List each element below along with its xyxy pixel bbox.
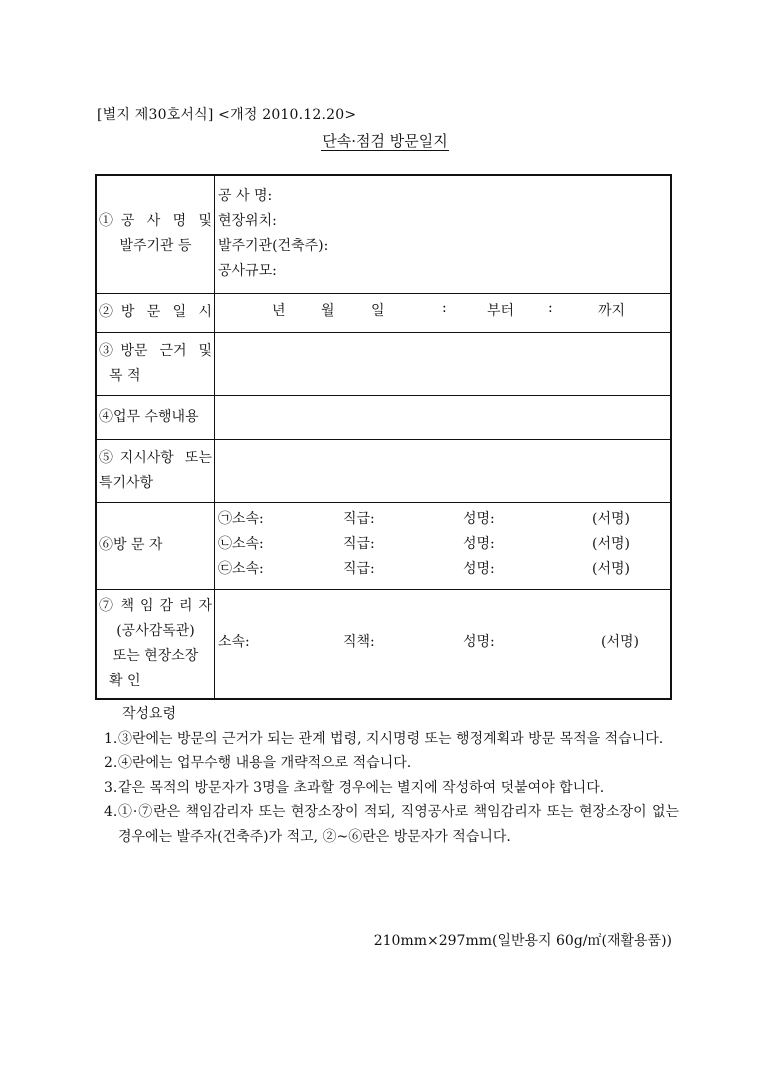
label-visitors — [96, 502, 215, 589]
supervisor-name: 성명: — [463, 634, 495, 651]
year-mark: 년 — [272, 303, 286, 319]
label-visit-datetime — [96, 293, 215, 332]
row-basis — [96, 332, 671, 395]
field-project-scale: 공사규모: — [218, 263, 277, 280]
time-colon-end: : — [548, 300, 553, 316]
form-title — [0, 130, 770, 151]
row-supervisor — [96, 589, 671, 699]
visitor-rank: 직급: — [343, 511, 375, 527]
visitor-affiliation: ㉠소속: — [218, 511, 264, 527]
visitor-signature: (서명) — [592, 536, 630, 552]
from-mark: 부터 — [487, 303, 515, 319]
visit-log-form-table — [95, 174, 672, 700]
time-colon-start: : — [442, 300, 447, 316]
label-instructions-line2: 특기사항 — [99, 474, 154, 491]
guidelines-title: 작성요령 — [122, 706, 177, 722]
day-mark: 일 — [371, 303, 385, 319]
label-visit-datetime-text: ②방 문 일 시 — [99, 304, 212, 320]
paper-spec: 210mm×297mm(일반용지 60g/㎡(재활용품)) — [373, 933, 672, 949]
label-supervisor-line4: 확 인 — [109, 672, 141, 689]
visitor-entry — [218, 508, 670, 533]
supervisor-signature: (서명) — [601, 634, 639, 651]
label-supervisor — [96, 589, 215, 699]
label-instructions — [96, 439, 215, 502]
visitor-rank: 직급: — [343, 561, 375, 577]
label-project-line2: 발주기관 등 — [119, 238, 192, 255]
visitor-affiliation: ㉡소속: — [218, 536, 264, 552]
until-mark: 까지 — [598, 303, 626, 319]
row-visit-datetime — [96, 293, 671, 332]
label-basis-line2: 목 적 — [109, 367, 141, 384]
visitor-affiliation: ㉢소속: — [218, 561, 264, 577]
field-project-name: 공 사 명: — [218, 188, 273, 205]
visitor-name: 성명: — [463, 511, 495, 527]
row-work — [96, 395, 671, 439]
label-work-text: ④업무 수행내용 — [99, 408, 199, 425]
visitor-signature: (서명) — [592, 561, 630, 577]
label-project — [96, 175, 215, 293]
visitor-name: 성명: — [463, 561, 495, 577]
guideline-item — [104, 800, 679, 849]
label-basis-line1: ③방문 근거 및 — [99, 342, 212, 359]
visitor-entry — [218, 558, 670, 583]
field-site-location: 현장위치: — [218, 213, 277, 230]
instructions-input-cell[interactable] — [215, 439, 672, 502]
label-project-line1: ①공 사 명 및 — [99, 213, 212, 230]
supervisor-position: 직책: — [343, 634, 375, 651]
guideline-number: 3. — [104, 779, 118, 796]
field-ordering-agency: 발주기관(건축주): — [218, 238, 329, 255]
guideline-item — [104, 776, 679, 801]
supervisor-confirm-line — [218, 631, 670, 656]
form-number-header: [별지 제30호서식] <개정 2010.12.20> — [97, 107, 357, 123]
visit-datetime-cell[interactable] — [215, 293, 672, 332]
supervisor-cell[interactable] — [215, 589, 672, 699]
month-mark: 월 — [321, 303, 335, 319]
form-title-text: 단속·점검 방문일지 — [322, 132, 448, 150]
project-fields-cell[interactable] — [215, 175, 672, 293]
guideline-text: ③란에는 방문의 근거가 되는 관계 법령, 지시명령 또는 행정계획과 방문 목적을 적습니다. — [118, 730, 664, 747]
visitor-signature: (서명) — [592, 511, 630, 527]
label-work — [96, 395, 215, 439]
guideline-text: ①·⑦란은 책임감리자 또는 현장소장이 적되, 직영공사로 책임감리자 또는 현장소장이 없는 경우에는 발주자(건축주)가 적고, ②~⑥란은 방문자가 적습니다. — [118, 804, 679, 845]
basis-input-cell[interactable] — [215, 332, 672, 395]
supervisor-affiliation: 소속: — [218, 634, 250, 651]
visitor-rank: 직급: — [343, 536, 375, 552]
label-basis — [96, 332, 215, 395]
label-supervisor-line1: ⑦ 책 임 감 리 자 — [99, 597, 212, 614]
guideline-number: 1. — [104, 730, 118, 747]
guideline-number: 4. — [104, 804, 118, 820]
label-supervisor-line3: 또는 현장소장 — [112, 647, 199, 664]
visitor-name: 성명: — [463, 536, 495, 552]
guideline-item — [104, 751, 679, 776]
visitor-entry — [218, 533, 670, 558]
visit-datetime-line — [218, 300, 670, 325]
label-supervisor-line2: (공사감독관) — [116, 622, 195, 639]
row-visitors — [96, 502, 671, 589]
visitors-cell[interactable] — [215, 502, 672, 589]
guideline-text: ④란에는 업무수행 내용을 개략적으로 적습니다. — [118, 755, 412, 771]
label-visitors-text: ⑥방 문 자 — [99, 537, 163, 553]
work-input-cell[interactable] — [215, 395, 672, 439]
writing-guidelines — [104, 702, 679, 849]
row-instructions — [96, 439, 671, 502]
guideline-text: 같은 목적의 방문자가 3명을 초과할 경우에는 별지에 작성하여 덧붙여야 합니다. — [118, 779, 605, 796]
label-instructions-line1: ⑤지시사항 또는 — [99, 449, 212, 466]
row-project — [96, 175, 671, 293]
guideline-number: 2. — [104, 755, 118, 771]
guideline-item — [104, 727, 679, 752]
